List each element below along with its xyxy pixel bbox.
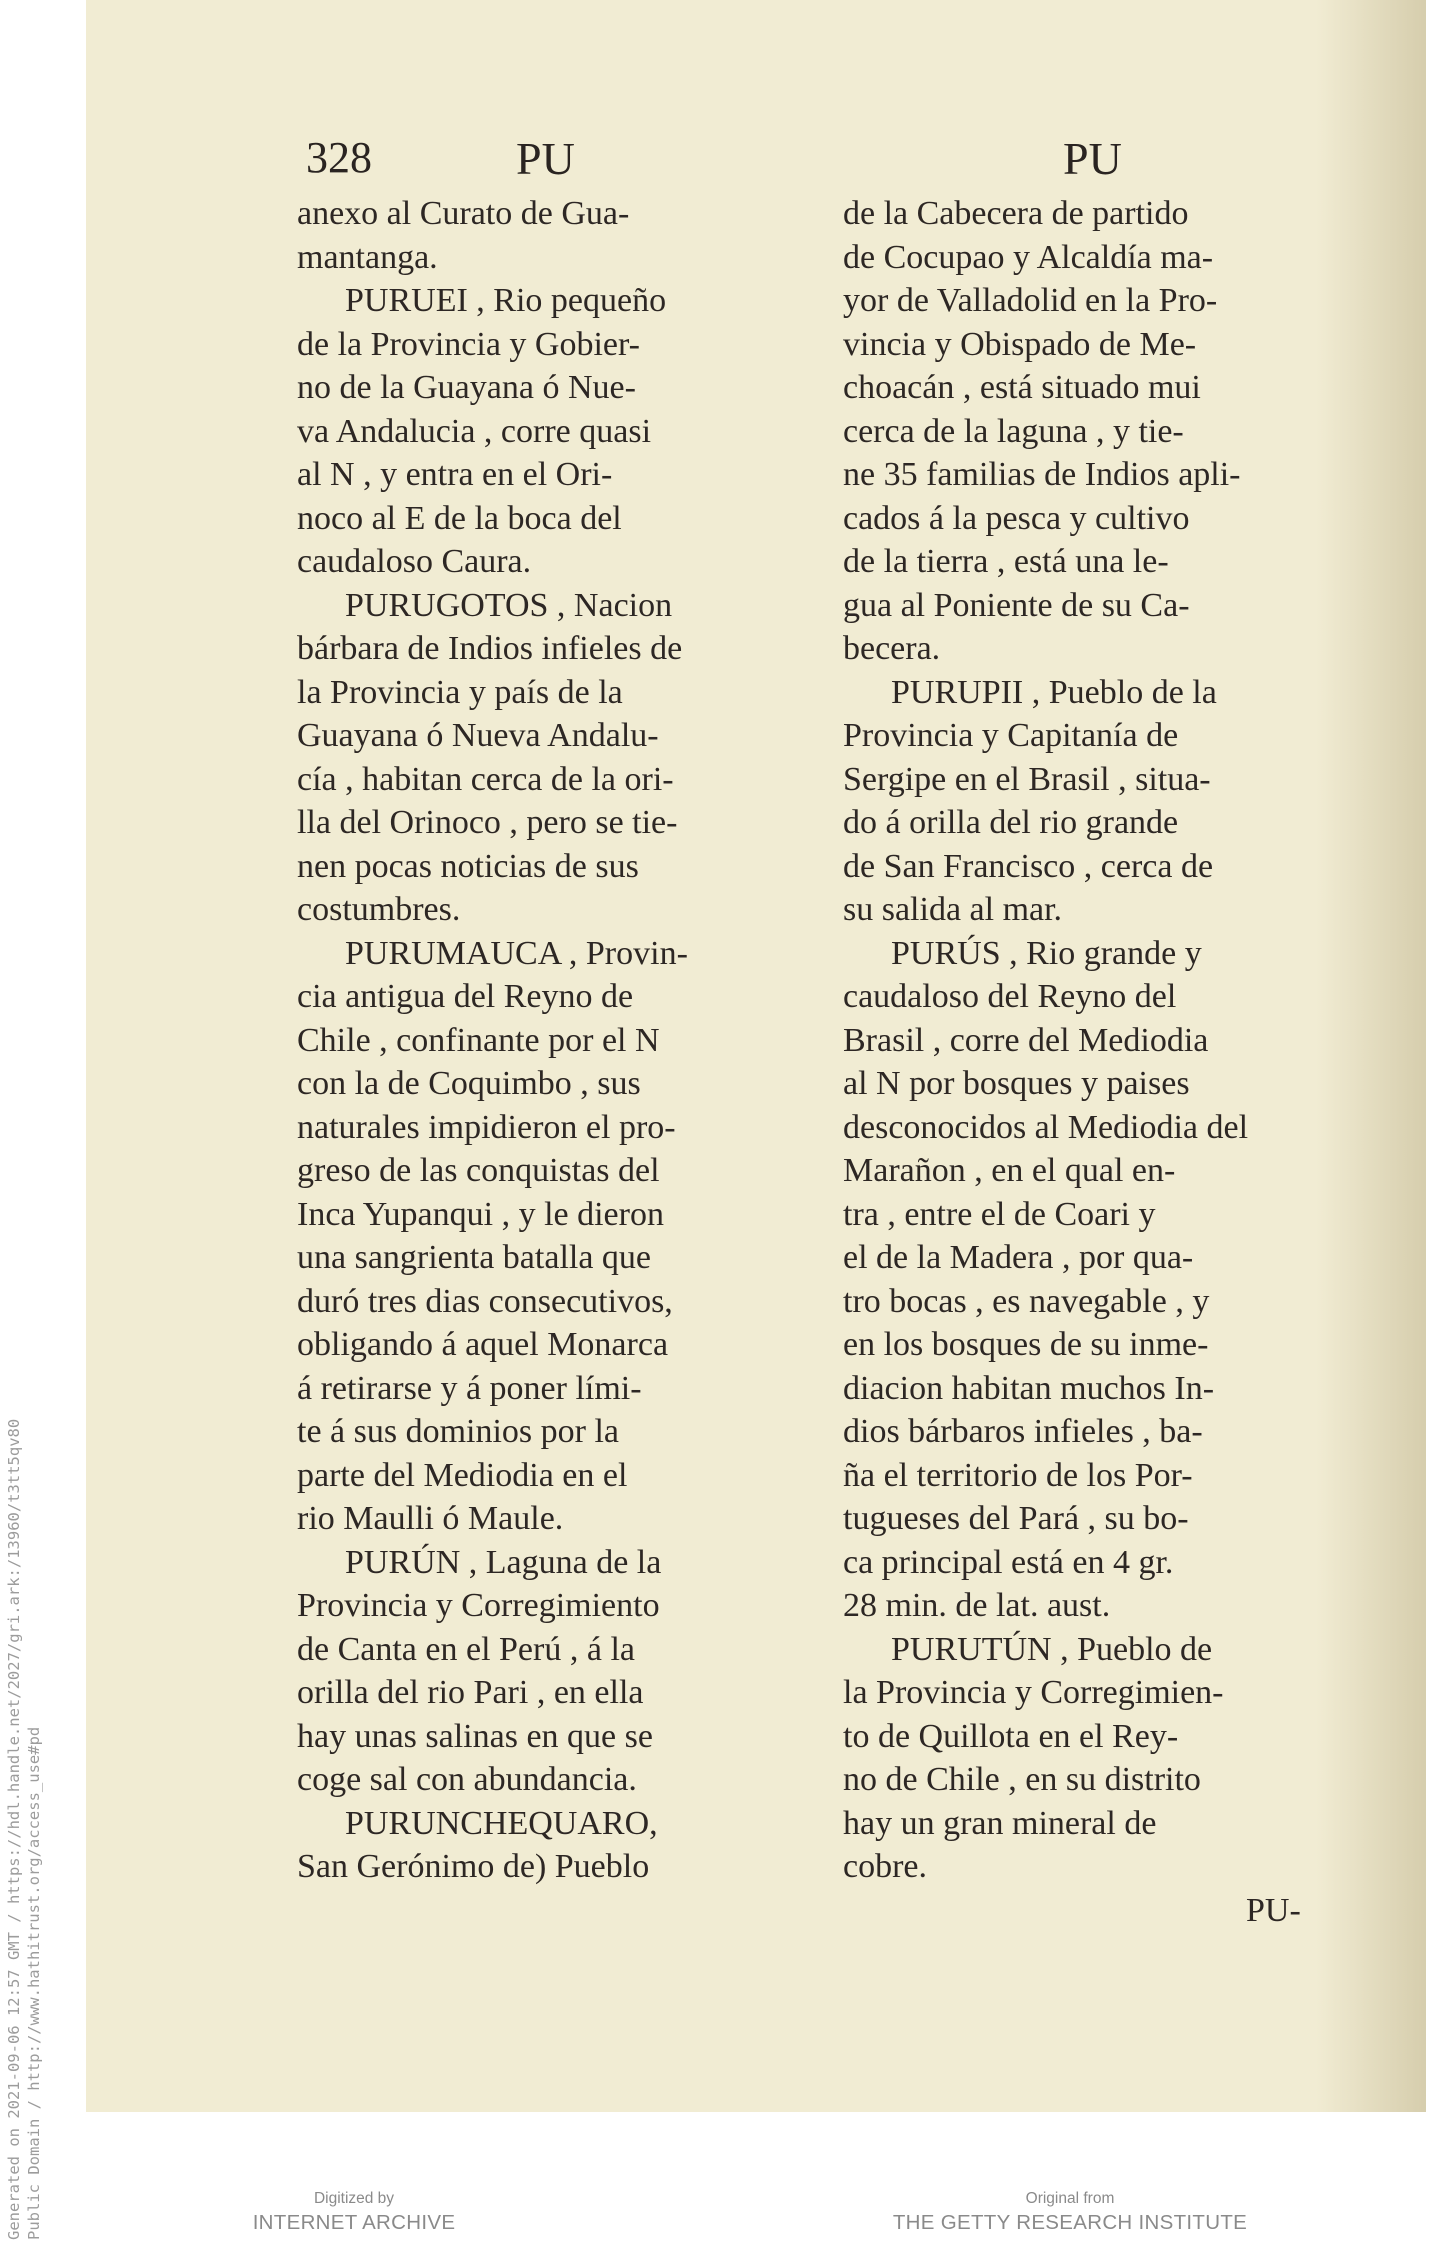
digitized-by-label: Digitized by: [313, 2190, 395, 2207]
text-line: caudaloso del Reyno del: [843, 978, 1177, 1015]
text-line: tro bocas , es navegable , y: [843, 1282, 1210, 1320]
text-line: cerca de la laguna , y tie-: [843, 412, 1184, 450]
text-line: bárbara de Indios infieles de: [297, 630, 683, 667]
text-line: yor de Valladolid en la Pro-: [843, 282, 1218, 319]
text-line: desconocidos al Mediodia del: [843, 1108, 1249, 1146]
text-line: orilla del rio Pari , en ella: [297, 1674, 644, 1711]
text-line: 28 min. de lat. aust.: [843, 1587, 1111, 1624]
text-line: su salida al mar.: [843, 891, 1063, 928]
text-line: PURUTÚN , Pueblo de: [891, 1630, 1213, 1668]
text-line: PURUPII , Pueblo de la: [891, 673, 1217, 711]
text-line: do á orilla del rio grande: [843, 804, 1179, 841]
text-line: cados á la pesca y cultivo: [843, 499, 1190, 537]
text-line: PURÚN , Laguna de la: [345, 1543, 662, 1581]
text-line: la Provincia y país de la: [297, 673, 623, 711]
text-line: PURUGOTOS , Nacion: [345, 586, 673, 624]
text-line: costumbres.: [297, 891, 461, 928]
original-from-label: Original from: [1025, 2190, 1115, 2207]
text-line: Sergipe en el Brasil , situa-: [843, 760, 1211, 798]
text-line: de Canta en el Perú , á la: [297, 1630, 635, 1668]
text-line: mantanga.: [297, 238, 438, 276]
text-line: San Gerónimo de) Pueblo: [297, 1848, 650, 1885]
text-line: PURUMAUCA , Provin-: [345, 934, 688, 972]
text-line: choacán , está situado mui: [843, 369, 1201, 406]
text-line: hay un gran mineral de: [843, 1804, 1157, 1842]
text-line: lla del Orinoco , pero se tie-: [297, 804, 678, 841]
text-line: cia antigua del Reyno de: [297, 978, 634, 1015]
right-column: [843, 192, 1343, 1889]
text-line: con la de Coquimbo , sus: [297, 1065, 641, 1102]
text-line: de la tierra , está una le-: [843, 543, 1169, 580]
text-line: anexo al Curato de Gua-: [297, 195, 630, 232]
text-line: duró tres dias consecutivos,: [297, 1282, 673, 1320]
text-line: ña el territorio de los Por-: [843, 1456, 1193, 1494]
text-line: te á sus dominios por la: [297, 1413, 620, 1450]
text-line: nen pocas noticias de sus: [297, 847, 639, 885]
text-line: una sangrienta batalla que: [297, 1239, 652, 1276]
text-line: Guayana ó Nueva Andalu-: [297, 717, 659, 754]
text-line: Provincia y Corregimiento: [297, 1587, 660, 1624]
text-line: greso de las conquistas del: [297, 1152, 660, 1189]
text-line: ca principal está en 4 gr.: [843, 1543, 1174, 1581]
text-line: rio Maulli ó Maule.: [297, 1500, 564, 1537]
text-line: al N por bosques y paises: [843, 1065, 1190, 1102]
text-line: to de Quillota en el Rey-: [843, 1717, 1179, 1755]
text-line: PURÚS , Rio grande y: [891, 934, 1202, 972]
text-line: no de Chile , en su distrito: [843, 1761, 1201, 1798]
text-line: becera.: [843, 630, 941, 667]
catchword: PU-: [1246, 1892, 1301, 1929]
text-line: diacion habitan muchos In-: [843, 1369, 1215, 1407]
text-line: obligando á aquel Monarca: [297, 1326, 669, 1363]
text-line: Marañon , en el qual en-: [843, 1152, 1176, 1189]
generated-line: Generated on 2021-09-06 12:57 GMT / https://hdl.handle.net/2027/gri.ark:/13960/t3tt5qv80: [5, 1418, 23, 2240]
text-line: en los bosques de su inme-: [843, 1326, 1209, 1363]
text-line: de Cocupao y Alcaldía ma-: [843, 238, 1214, 276]
text-line: dios bárbaros infieles , ba-: [843, 1413, 1203, 1450]
text-line: hay unas salinas en que se: [297, 1717, 653, 1755]
text-line: parte del Mediodia en el: [297, 1456, 628, 1494]
text-line: va Andalucia , corre quasi: [297, 412, 652, 450]
text-line: cía , habitan cerca de la ori-: [297, 760, 674, 798]
text-line: PURUEI , Rio pequeño: [345, 282, 667, 319]
text-line: tra , entre el de Coari y: [843, 1195, 1156, 1233]
text-line: la Provincia y Corregimien-: [843, 1674, 1224, 1711]
left-column: [297, 192, 797, 1889]
text-line: Chile , confinante por el N: [297, 1021, 660, 1059]
internet-archive-link[interactable]: INTERNET ARCHIVE: [252, 2211, 456, 2234]
footer-digitized-by: [224, 2188, 484, 2236]
text-line: no de la Guayana ó Nue-: [297, 369, 636, 406]
text-line: naturales impidieron el pro-: [297, 1108, 676, 1146]
footer-original-from: [860, 2188, 1280, 2236]
text-line: el de la Madera , por qua-: [843, 1239, 1194, 1276]
text-line: coge sal con abundancia.: [297, 1761, 637, 1798]
text-line: de la Cabecera de partido: [843, 195, 1189, 232]
running-head-left: PU: [516, 133, 575, 184]
text-line: PURUNCHEQUARO,: [345, 1804, 658, 1842]
text-line: al N , y entra en el Ori-: [297, 456, 613, 493]
page-number: 328: [306, 133, 372, 182]
text-line: de la Provincia y Gobier-: [297, 325, 640, 363]
text-line: de San Francisco , cerca de: [843, 847, 1214, 885]
running-head-right: PU: [1063, 133, 1122, 184]
text-line: vincia y Obispado de Me-: [843, 325, 1197, 363]
text-line: Brasil , corre del Mediodia: [843, 1021, 1209, 1059]
text-line: caudaloso Caura.: [297, 543, 532, 580]
text-line: cobre.: [843, 1848, 928, 1885]
text-line: noco al E de la boca del: [297, 499, 622, 537]
public-domain-line: Public Domain / http://www.hathitrust.org/access_use#pd: [25, 1726, 43, 2240]
text-line: Inca Yupanqui , y le dieron: [297, 1195, 664, 1233]
text-line: tugueses del Pará , su bo-: [843, 1500, 1189, 1537]
text-line: ne 35 familias de Indios apli-: [843, 456, 1241, 493]
hathitrust-watermark: [4, 1095, 44, 2240]
text-line: gua al Poniente de su Ca-: [843, 586, 1190, 624]
getty-research-institute-link[interactable]: THE GETTY RESEARCH INSTITUTE: [892, 2211, 1248, 2234]
text-line: á retirarse y á poner lími-: [297, 1369, 642, 1407]
text-line: Provincia y Capitanía de: [843, 717, 1179, 754]
